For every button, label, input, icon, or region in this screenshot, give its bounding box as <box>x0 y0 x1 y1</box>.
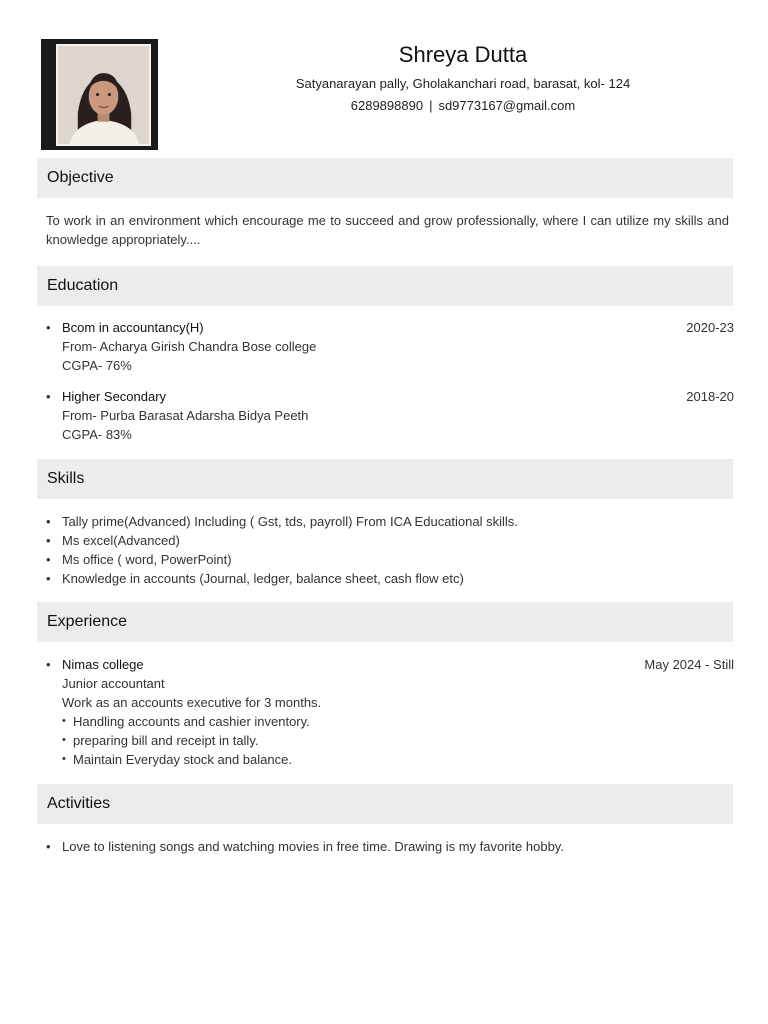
experience-heading: Experience <box>37 602 733 642</box>
email-address: sd9773167@gmail.com <box>438 98 576 113</box>
institution-text: From- Acharya Girish Chandra Bose college <box>62 339 317 354</box>
experience-period: May 2024 - Still <box>644 657 734 672</box>
phone-number: 6289898890 <box>350 98 424 113</box>
skill-item: • Knowledge in accounts (Journal, ledger, balance sheet, cash flow etc) <box>46 569 734 588</box>
candidate-name: Shreya Dutta <box>398 42 528 67</box>
activities-list <box>46 837 734 856</box>
degree-title: Higher Secondary <box>62 389 167 404</box>
skill-item: • Ms excel(Advanced) <box>46 531 734 550</box>
duty-item: • preparing bill and receipt in tally. <box>62 731 734 750</box>
resume-header <box>158 40 768 114</box>
contact-separator: | <box>429 98 433 113</box>
duty-item: • Maintain Everyday stock and balance. <box>62 750 734 769</box>
bullet-icon: • <box>46 389 51 404</box>
profile-photo <box>41 39 158 150</box>
activity-item: • Love to listening songs and watching movies in free time. Drawing is my favorite hobby. <box>46 837 734 856</box>
duty-item: • Handling accounts and cashier inventory. <box>62 712 734 731</box>
institution-text: From- Purba Barasat Adarsha Bidya Peeth <box>62 408 309 423</box>
contact-line <box>158 98 768 114</box>
skills-list <box>46 512 734 588</box>
skill-item: • Tally prime(Advanced) Including ( Gst, tds, payroll) From ICA Educational skills. <box>46 512 734 531</box>
skill-item: • Ms office ( word, PowerPoint) <box>46 550 734 569</box>
education-years: 2020-23 <box>686 320 734 335</box>
job-role: Junior accountant <box>62 676 165 691</box>
education-heading: Education <box>37 266 733 306</box>
education-item <box>46 387 734 444</box>
skills-heading: Skills <box>37 459 733 499</box>
score-text: CGPA- 83% <box>62 427 132 442</box>
job-summary: Work as an accounts executive for 3 months. <box>62 695 322 710</box>
degree-title: Bcom in accountancy(H) <box>62 320 204 335</box>
bullet-icon: • <box>46 657 51 672</box>
duties-list <box>46 712 734 769</box>
objective-heading: Objective <box>37 158 733 198</box>
address-text: Satyanarayan pally, Gholakanchari road, barasat, kol- 124 <box>295 76 631 91</box>
score-text: CGPA- 76% <box>62 358 132 373</box>
company-name: Nimas college <box>62 657 144 672</box>
portrait-image <box>58 46 149 144</box>
education-years: 2018-20 <box>686 389 734 404</box>
education-item <box>46 318 734 375</box>
bullet-icon: • <box>46 320 51 335</box>
activities-heading: Activities <box>37 784 733 824</box>
experience-item <box>46 655 734 769</box>
objective-text: To work in an environment which encourage me to succeed and grow professionally, where I can utilize my skills and knowledge appropriately.... <box>46 213 729 247</box>
